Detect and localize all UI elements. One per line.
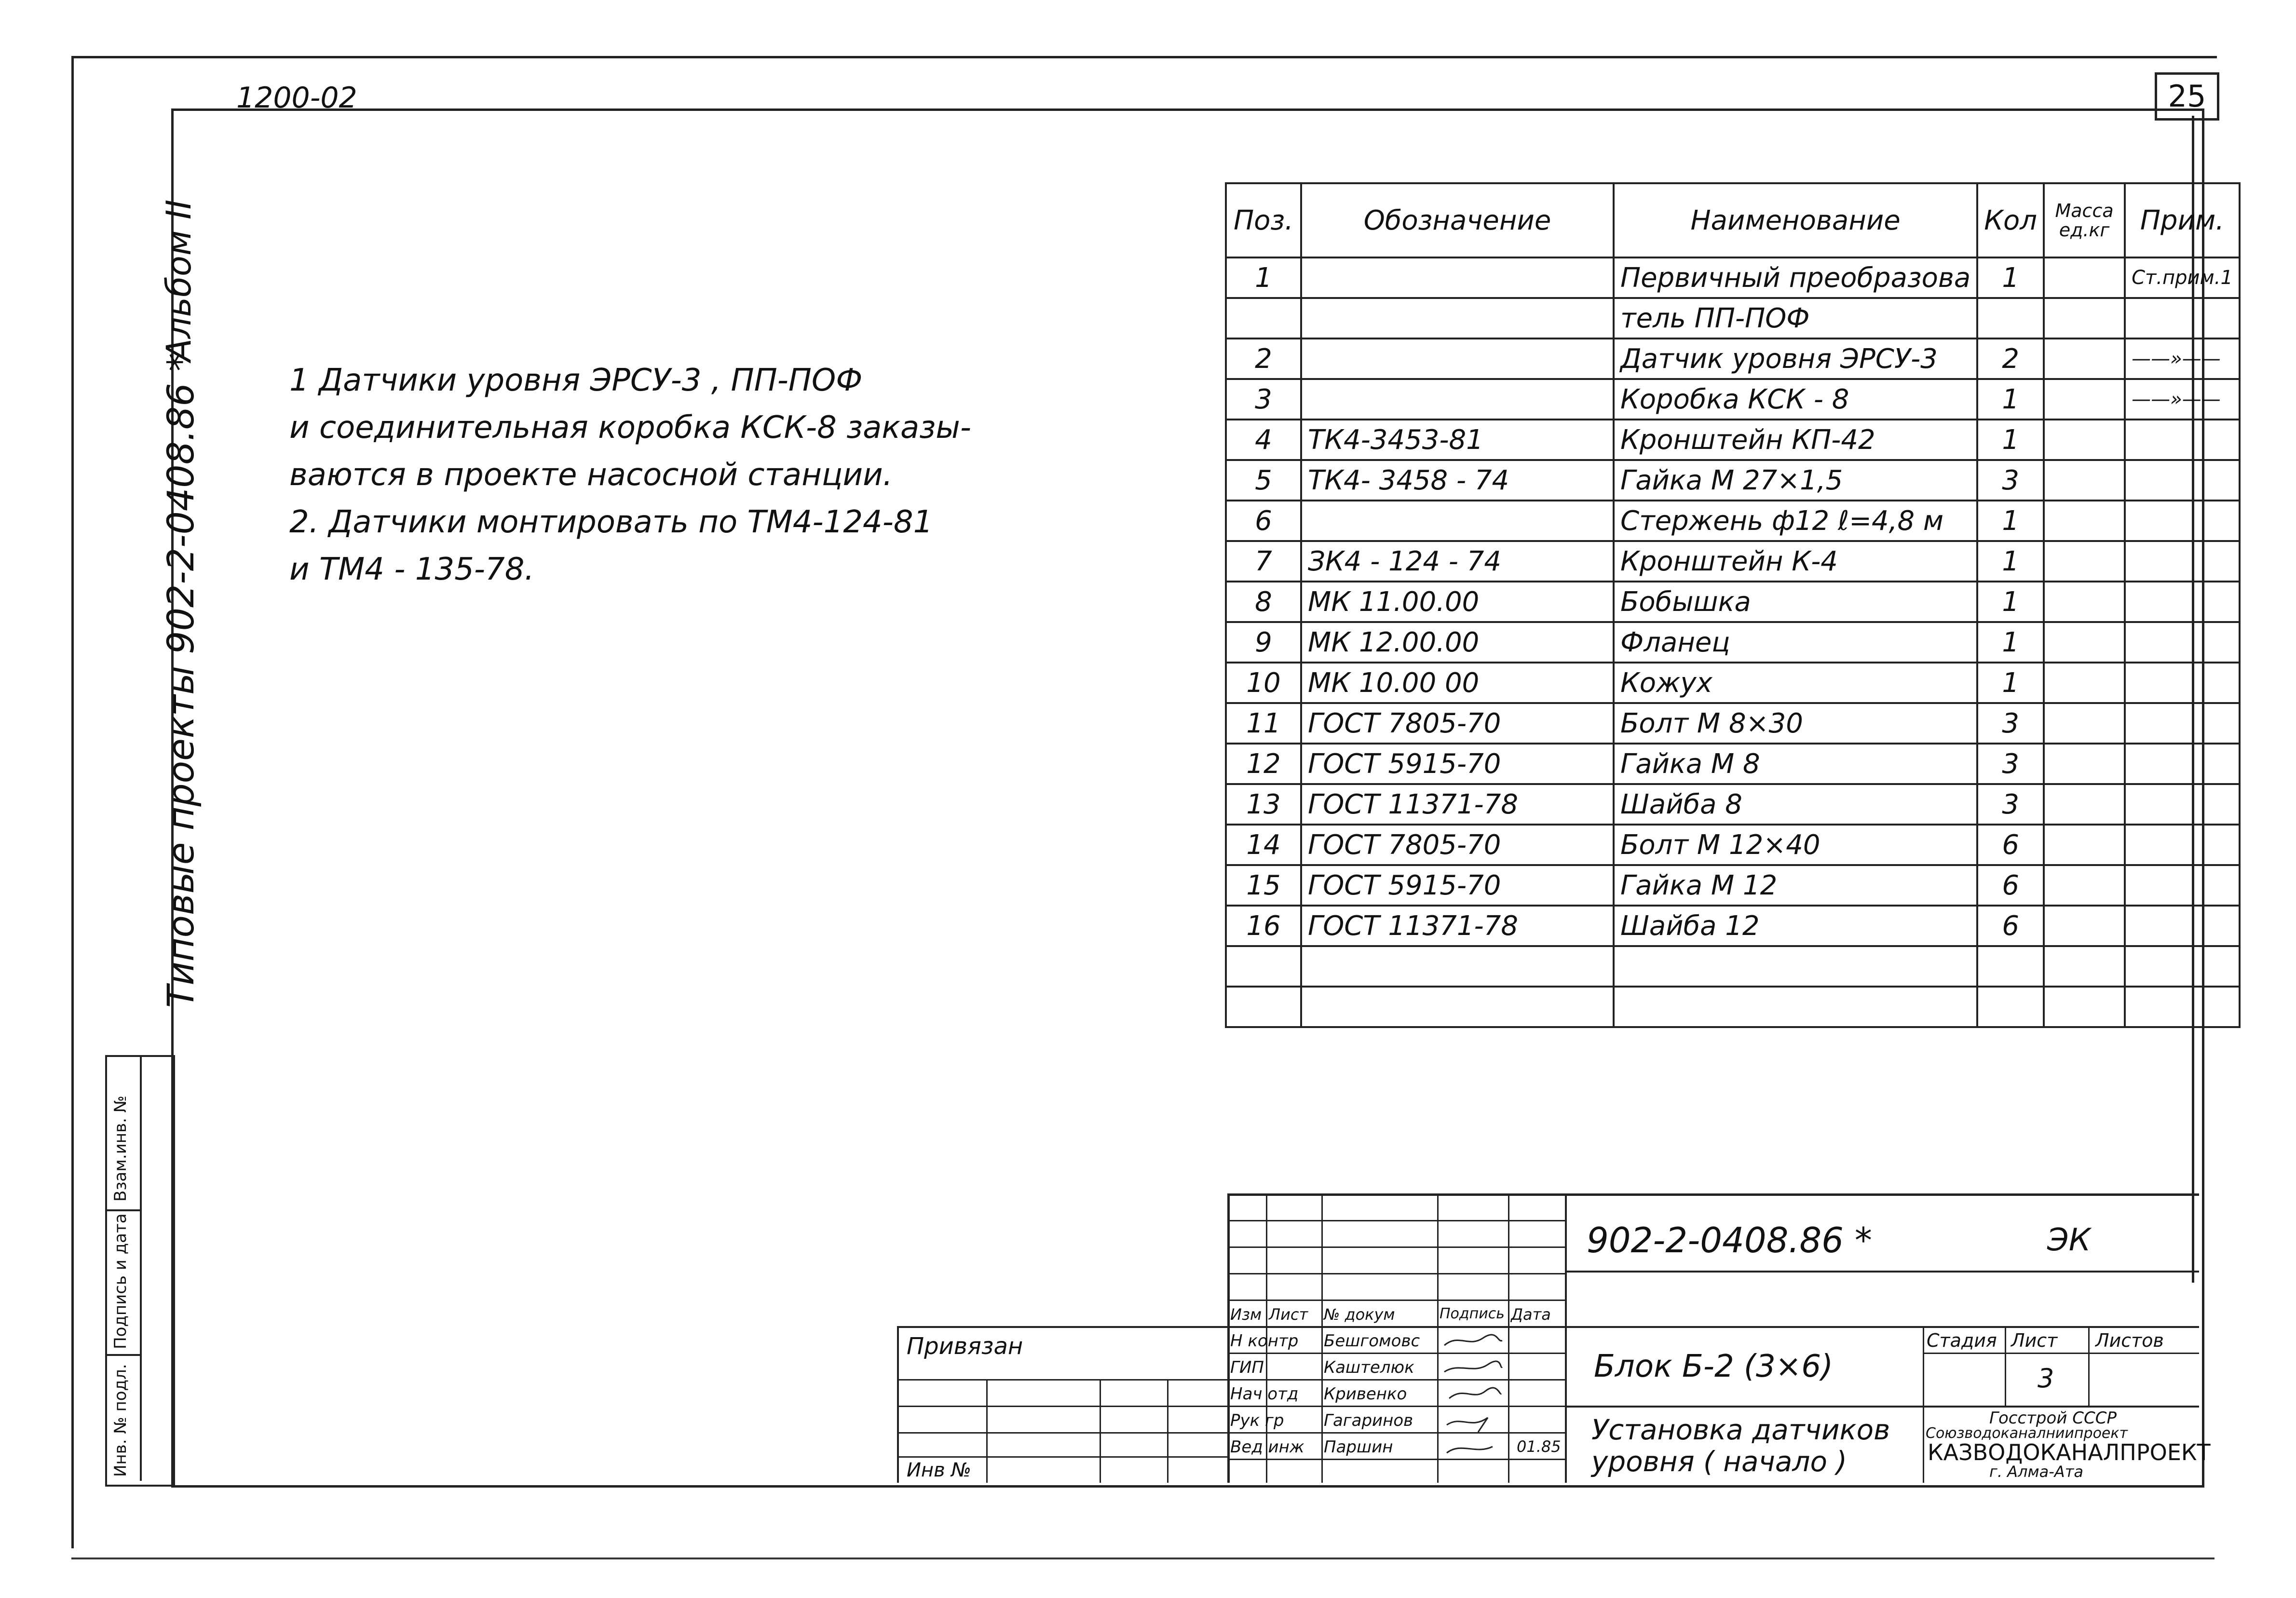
cell-mass <box>2044 420 2125 460</box>
cell-pos: 15 <box>1226 865 1301 906</box>
cell-qty: 3 <box>1977 460 2044 501</box>
cell-designation <box>1301 379 1614 420</box>
spec-row <box>1226 906 2240 946</box>
tb-role: Нач отд <box>1230 1384 1299 1404</box>
cell-qty: 6 <box>1977 825 2044 865</box>
signatures <box>1440 1328 1507 1463</box>
note-line: 1 Датчики уровня ЭРСУ-3 , ПП-ПОФ <box>289 363 863 398</box>
cell-qty <box>1977 946 2044 987</box>
tb-org-1: Госстрой СССР <box>1989 1408 2117 1428</box>
tb-grid-line <box>2005 1326 2006 1406</box>
cell-name: Датчик уровня ЭРСУ-3 <box>1614 339 1977 379</box>
cell-pos: 1 <box>1226 257 1301 298</box>
spec-row <box>1226 622 2240 663</box>
binding-row-line <box>897 1379 1227 1381</box>
cell-note: Ст.прим.1 <box>2125 257 2240 298</box>
tb-sheet-label: Лист <box>2011 1330 2058 1351</box>
tb-grid-line <box>1923 1353 2199 1354</box>
cell-name: Болт М 12×40 <box>1614 825 1977 865</box>
cell-qty: 1 <box>1977 582 2044 622</box>
stamp-label-replace: Взам.инв. № <box>111 1095 130 1202</box>
cell-qty: 1 <box>1977 622 2044 663</box>
cell-name: тель ПП-ПОФ <box>1614 298 1977 339</box>
cell-name: Стержень ф12 ℓ=4,8 м <box>1614 501 1977 541</box>
cell-note <box>2125 865 2240 906</box>
cell-qty: 1 <box>1977 420 2044 460</box>
cell-pos: 11 <box>1226 703 1301 744</box>
binding-left-line <box>897 1326 899 1483</box>
cell-pos: 9 <box>1226 622 1301 663</box>
tb-grid-line <box>1508 1193 1509 1483</box>
cell-mass <box>2044 987 2125 1027</box>
binding-col-line <box>986 1379 988 1483</box>
cell-note <box>2125 582 2240 622</box>
cell-name: Коробка КСК - 8 <box>1614 379 1977 420</box>
cell-mass <box>2044 784 2125 825</box>
cell-qty: 1 <box>1977 379 2044 420</box>
cell-designation <box>1301 987 1614 1027</box>
binding-row-line <box>897 1432 1227 1434</box>
tb-role: Вед инж <box>1230 1437 1304 1457</box>
header-designation: Обозначение <box>1301 183 1614 257</box>
cell-name: Бобышка <box>1614 582 1977 622</box>
tb-grid-line <box>1227 1353 1565 1354</box>
cell-note <box>2125 663 2240 703</box>
cell-pos: 16 <box>1226 906 1301 946</box>
binding-col-line <box>1167 1379 1168 1483</box>
cell-mass <box>2044 906 2125 946</box>
cell-pos: 10 <box>1226 663 1301 703</box>
tb-org-3: КАЗВОДОКАНАЛПРОЕКТ <box>1928 1439 2211 1465</box>
side-margin <box>0 0 202 1598</box>
note-line: ваются в проекте насосной станции. <box>289 457 893 493</box>
side-album-label: Альбом II <box>159 199 199 362</box>
spec-row <box>1226 663 2240 703</box>
cell-designation: ГОСТ 11371-78 <box>1301 906 1614 946</box>
tb-person: Кривенко <box>1324 1384 1407 1404</box>
spec-row <box>1226 987 2240 1027</box>
title-block <box>1227 1193 2211 1483</box>
spec-row <box>1226 257 2240 298</box>
cell-note <box>2125 906 2240 946</box>
tb-person: Гагаринов <box>1324 1411 1413 1430</box>
header-note: Прим. <box>2125 183 2240 257</box>
cell-pos: 8 <box>1226 582 1301 622</box>
tb-grid-line <box>1227 1459 1565 1460</box>
cell-name: Шайба 8 <box>1614 784 1977 825</box>
cell-mass <box>2044 298 2125 339</box>
cell-note <box>2125 420 2240 460</box>
spec-row <box>1226 825 2240 865</box>
cell-pos: 2 <box>1226 339 1301 379</box>
cell-designation: ТК4- 3458 - 74 <box>1301 460 1614 501</box>
spec-row <box>1226 744 2240 784</box>
cell-note <box>2125 946 2240 987</box>
cell-name: Первичный преобразова <box>1614 257 1977 298</box>
cell-name: Гайка М 12 <box>1614 865 1977 906</box>
tb-grid-line <box>1565 1193 1567 1483</box>
binding-top-line <box>897 1326 1227 1328</box>
cell-designation <box>1301 339 1614 379</box>
cell-mass <box>2044 257 2125 298</box>
tb-grid-line <box>1227 1246 1565 1248</box>
tb-role: Рук гр <box>1230 1411 1284 1430</box>
spec-row <box>1226 541 2240 582</box>
tb-org-2: Союзводоканалниипроект <box>1926 1425 2128 1442</box>
spec-row <box>1226 460 2240 501</box>
cell-name: Фланец <box>1614 622 1977 663</box>
stamp-label-sign: Подпись и дата <box>111 1213 130 1349</box>
inv-label: Инв № <box>907 1459 971 1481</box>
cell-designation: МК 10.00 00 <box>1301 663 1614 703</box>
cell-name <box>1614 946 1977 987</box>
cell-mass <box>2044 663 2125 703</box>
tb-title-2: уровня ( начало ) <box>1591 1445 1848 1478</box>
spec-header-row <box>1226 183 2240 257</box>
cell-qty: 1 <box>1977 257 2044 298</box>
header-name: Наименование <box>1614 183 1977 257</box>
cell-name: Гайка М 8 <box>1614 744 1977 784</box>
cell-pos: 3 <box>1226 379 1301 420</box>
cell-designation: ТК4-3453-81 <box>1301 420 1614 460</box>
stamp-strip <box>105 1055 175 1487</box>
stamp-cell-sign <box>107 1209 140 1356</box>
spec-row <box>1226 582 2240 622</box>
spec-row <box>1226 946 2240 987</box>
spec-row <box>1226 703 2240 744</box>
tb-grid-line <box>1565 1271 2199 1273</box>
cell-designation: ГОСТ 11371-78 <box>1301 784 1614 825</box>
tb-person: Каштелюк <box>1324 1358 1414 1377</box>
stamp-label-inv: Инв. № подл. <box>111 1364 130 1477</box>
tb-col-izm: Изм <box>1230 1305 1262 1324</box>
cell-mass <box>2044 703 2125 744</box>
cell-name: Шайба 12 <box>1614 906 1977 946</box>
tb-grid-line <box>1227 1379 1565 1381</box>
cell-qty: 3 <box>1977 703 2044 744</box>
cell-name: Кожух <box>1614 663 1977 703</box>
cell-mass <box>2044 946 2125 987</box>
cell-pos: 6 <box>1226 501 1301 541</box>
tb-grid-line <box>1321 1193 1323 1483</box>
tb-grid-line <box>1923 1326 1924 1483</box>
cell-note <box>2125 501 2240 541</box>
tb-sheet-value: 3 <box>2038 1363 2054 1394</box>
cell-mass <box>2044 582 2125 622</box>
cell-mass <box>2044 825 2125 865</box>
cell-qty: 3 <box>1977 784 2044 825</box>
stamp-cell-inv <box>107 1354 140 1483</box>
cell-mass <box>2044 865 2125 906</box>
bottom-trim-line <box>71 1557 2214 1559</box>
cell-pos: 14 <box>1226 825 1301 865</box>
cell-note: ——»—— <box>2125 379 2240 420</box>
cell-designation <box>1301 298 1614 339</box>
tb-grid-line <box>1437 1193 1439 1483</box>
cell-mass <box>2044 744 2125 784</box>
cell-designation: ЗК4 - 124 - 74 <box>1301 541 1614 582</box>
cell-pos: 7 <box>1226 541 1301 582</box>
spec-row <box>1226 501 2240 541</box>
cell-qty: 6 <box>1977 865 2044 906</box>
side-project-title: Типовые проекты 902-2-0408.86 * <box>159 353 202 1008</box>
note-line: и соединительная коробка КСК-8 заказы- <box>289 410 971 446</box>
cell-designation: МК 12.00.00 <box>1301 622 1614 663</box>
spec-row <box>1226 379 2240 420</box>
tb-grid-line <box>1227 1273 1565 1274</box>
binding-block <box>897 1326 1227 1483</box>
cell-note <box>2125 298 2240 339</box>
tb-doc-code: 902-2-0408.86 * <box>1587 1220 1872 1260</box>
cell-pos: 4 <box>1226 420 1301 460</box>
tb-grid-line <box>1565 1326 2199 1328</box>
tb-grid-line <box>1565 1406 2199 1408</box>
cell-qty: 1 <box>1977 541 2044 582</box>
cell-note <box>2125 744 2240 784</box>
cell-mass <box>2044 541 2125 582</box>
tb-col-doc: № докум <box>1324 1305 1395 1324</box>
tb-grid-line <box>1227 1220 1565 1221</box>
cell-pos <box>1226 987 1301 1027</box>
specification-table <box>1225 182 2241 1028</box>
cell-note <box>2125 460 2240 501</box>
spec-body <box>1226 257 2240 1027</box>
header-mass: Масса ед.кг <box>2044 183 2125 257</box>
sheet-number: 25 <box>2155 72 2219 121</box>
cell-designation: ГОСТ 7805-70 <box>1301 825 1614 865</box>
cell-pos: 12 <box>1226 744 1301 784</box>
tb-role: ГИП <box>1230 1358 1264 1377</box>
note-line: и ТМ4 - 135-78. <box>289 552 534 587</box>
tb-left-line <box>1227 1193 1230 1483</box>
tb-top-line <box>1227 1193 2199 1196</box>
tb-col-sign: Подпись <box>1440 1305 1505 1322</box>
cell-mass <box>2044 622 2125 663</box>
cell-designation <box>1301 501 1614 541</box>
cell-note <box>2125 825 2240 865</box>
tb-title-1: Установка датчиков <box>1591 1413 1890 1446</box>
tb-grid-line <box>1227 1432 1565 1434</box>
cell-designation: ГОСТ 5915-70 <box>1301 865 1614 906</box>
cell-mass <box>2044 460 2125 501</box>
tb-role: Н контр <box>1230 1331 1299 1351</box>
tb-grid-line <box>1227 1300 1565 1301</box>
binding-col-line <box>1100 1379 1101 1483</box>
tb-col-list: Лист <box>1269 1305 1308 1324</box>
binding-row-line <box>897 1456 1227 1458</box>
tb-date: 01.85 <box>1517 1437 1561 1456</box>
cell-pos <box>1226 946 1301 987</box>
tb-grid-line <box>2088 1326 2090 1406</box>
cell-qty: 1 <box>1977 501 2044 541</box>
cell-qty <box>1977 298 2044 339</box>
binding-row-line <box>897 1406 1227 1407</box>
cell-note <box>2125 541 2240 582</box>
cell-qty <box>1977 987 2044 1027</box>
spec-row <box>1226 298 2240 339</box>
cell-name: Болт М 8×30 <box>1614 703 1977 744</box>
spec-row <box>1226 784 2240 825</box>
header-pos: Поз. <box>1226 183 1301 257</box>
cell-name <box>1614 987 1977 1027</box>
cell-mass <box>2044 339 2125 379</box>
cell-designation <box>1301 257 1614 298</box>
cell-qty: 1 <box>1977 663 2044 703</box>
header-qty: Кол <box>1977 183 2044 257</box>
tb-mark: ЭК <box>2047 1222 2091 1258</box>
note-line: 2. Датчики монтировать по ТМ4-124-81 <box>289 504 933 540</box>
cell-pos: 5 <box>1226 460 1301 501</box>
cell-qty: 3 <box>1977 744 2044 784</box>
tb-sheets-label: Листов <box>2095 1330 2164 1351</box>
cell-mass <box>2044 501 2125 541</box>
cell-pos: 13 <box>1226 784 1301 825</box>
cell-name: Кронштейн КП-42 <box>1614 420 1977 460</box>
tb-grid-line <box>1227 1326 1565 1328</box>
cell-name: Гайка М 27×1,5 <box>1614 460 1977 501</box>
spec-row <box>1226 420 2240 460</box>
cell-name: Кронштейн К-4 <box>1614 541 1977 582</box>
cell-designation: ГОСТ 5915-70 <box>1301 744 1614 784</box>
spec-row <box>1226 339 2240 379</box>
stamp-divider <box>140 1057 142 1481</box>
cell-note <box>2125 987 2240 1027</box>
top-doc-code: 1200-02 <box>236 81 357 115</box>
binding-label: Привязан <box>907 1333 1023 1360</box>
cell-designation <box>1301 946 1614 987</box>
tb-col-date: Дата <box>1511 1305 1551 1324</box>
cell-mass <box>2044 379 2125 420</box>
cell-qty: 6 <box>1977 906 2044 946</box>
tb-person: Бешгомовс <box>1324 1331 1420 1351</box>
cell-note: ——»—— <box>2125 339 2240 379</box>
spec-row <box>1226 865 2240 906</box>
cell-note <box>2125 784 2240 825</box>
cell-note <box>2125 703 2240 744</box>
cell-qty: 2 <box>1977 339 2044 379</box>
tb-person: Паршин <box>1324 1437 1393 1457</box>
tb-stage-label: Стадия <box>1927 1330 1997 1351</box>
cell-designation: ГОСТ 7805-70 <box>1301 703 1614 744</box>
stamp-cell-replace <box>107 1057 140 1211</box>
tb-grid-line <box>1227 1406 1565 1407</box>
notes-block <box>289 357 971 593</box>
cell-designation: МК 11.00.00 <box>1301 582 1614 622</box>
cell-pos <box>1226 298 1301 339</box>
tb-org-4: г. Алма-Ата <box>1989 1463 2083 1481</box>
tb-object: Блок Б-2 (3×6) <box>1594 1349 1834 1384</box>
cell-note <box>2125 622 2240 663</box>
